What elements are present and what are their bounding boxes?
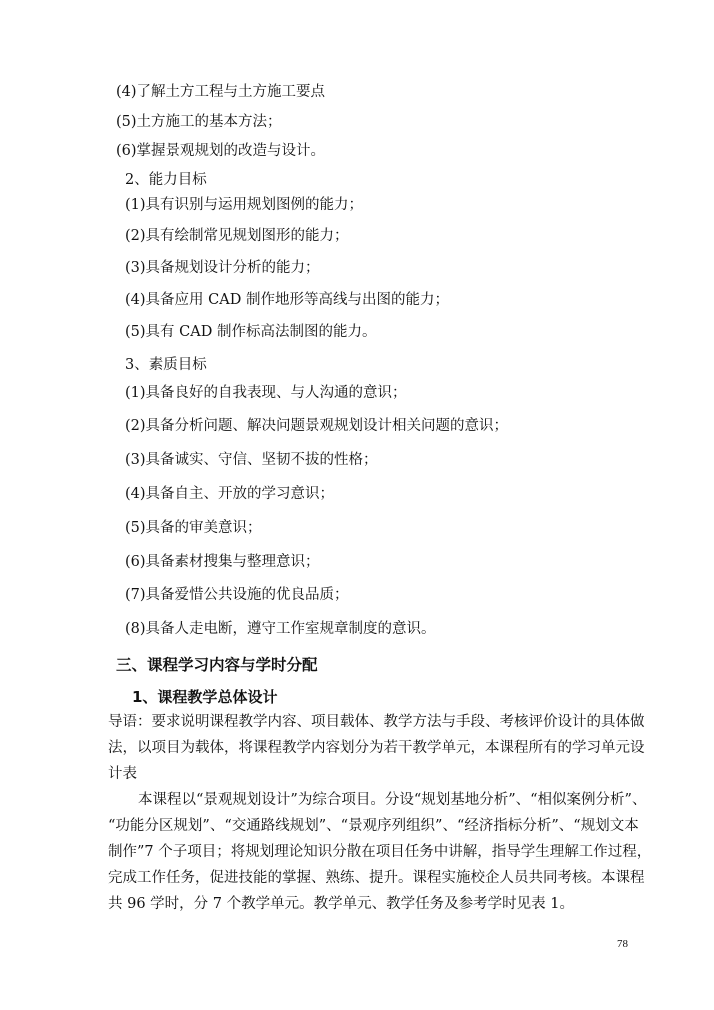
body-line-2: “功能分区规划”、“交通路线规划”、“景观序列组织”、“经济指标分析”、“规划文本 [108, 818, 639, 834]
page-number: 78 [617, 938, 628, 950]
quality-item-8: (8)具备人走电断，遵守工作室规章制度的意识。 [125, 621, 436, 637]
body-line-1: 本课程以“景观规划设计”为综合项目。分设“规划基地分析”、“相似案例分析”、 [138, 792, 647, 808]
intro-line-3: 计表 [108, 766, 137, 782]
knowledge-item-4: (4)了解土方工程与土方施工要点 [116, 84, 326, 100]
quality-item-3: (3)具备诚实、守信、坚韧不拔的性格； [125, 452, 378, 468]
subsection-heading: 1、课程教学总体设计 [132, 688, 278, 706]
intro-line-1: 导语：要求说明课程教学内容、项目载体、教学方法与手段、考核评价设计的具体做 [108, 714, 645, 730]
quality-item-4: (4)具备自主、开放的学习意识； [125, 486, 335, 502]
ability-heading: 2、能力目标 [125, 172, 207, 188]
ability-item-4: (4)具备应用 CAD 制作地形等高线与出图的能力； [125, 292, 449, 308]
intro-line-2: 法，以项目为载体，将课程教学内容划分为若干教学单元，本课程所有的学习单元设 [108, 740, 645, 756]
ability-item-3: (3)具备规划设计分析的能力； [125, 260, 320, 276]
ability-item-2: (2)具有绘制常见规划图形的能力； [125, 228, 349, 244]
section-heading: 三、课程学习内容与学时分配 [116, 656, 318, 674]
knowledge-item-5: (5)土方施工的基本方法； [116, 114, 282, 130]
knowledge-item-6: (6)掌握景观规划的改造与设计。 [116, 143, 326, 159]
ability-item-5: (5)具有 CAD 制作标高法制图的能力。 [125, 324, 377, 340]
quality-heading: 3、素质目标 [125, 357, 207, 373]
quality-item-5: (5)具备的审美意识； [125, 520, 262, 536]
quality-item-7: (7)具备爱惜公共设施的优良品质； [125, 587, 349, 603]
quality-item-1: (1)具备良好的自我表现、与人沟通的意识； [125, 385, 407, 401]
body-line-5: 共 96 学时，分 7 个教学单元。教学单元、教学任务及参考学时见表 1。 [108, 896, 574, 912]
ability-item-1: (1)具有识别与运用规划图例的能力； [125, 197, 364, 213]
quality-item-2: (2)具备分析问题、解决问题景观规划设计相关问题的意识； [125, 418, 509, 434]
body-line-3: 制作”7 个子项目；将规划理论知识分散在项目任务中讲解，指导学生理解工作过程， [108, 844, 652, 860]
body-line-4: 完成工作任务，促进技能的掌握、熟练、提升。课程实施校企人员共同考核。本课程 [108, 870, 645, 886]
quality-item-6: (6)具备素材搜集与整理意识； [125, 554, 320, 570]
